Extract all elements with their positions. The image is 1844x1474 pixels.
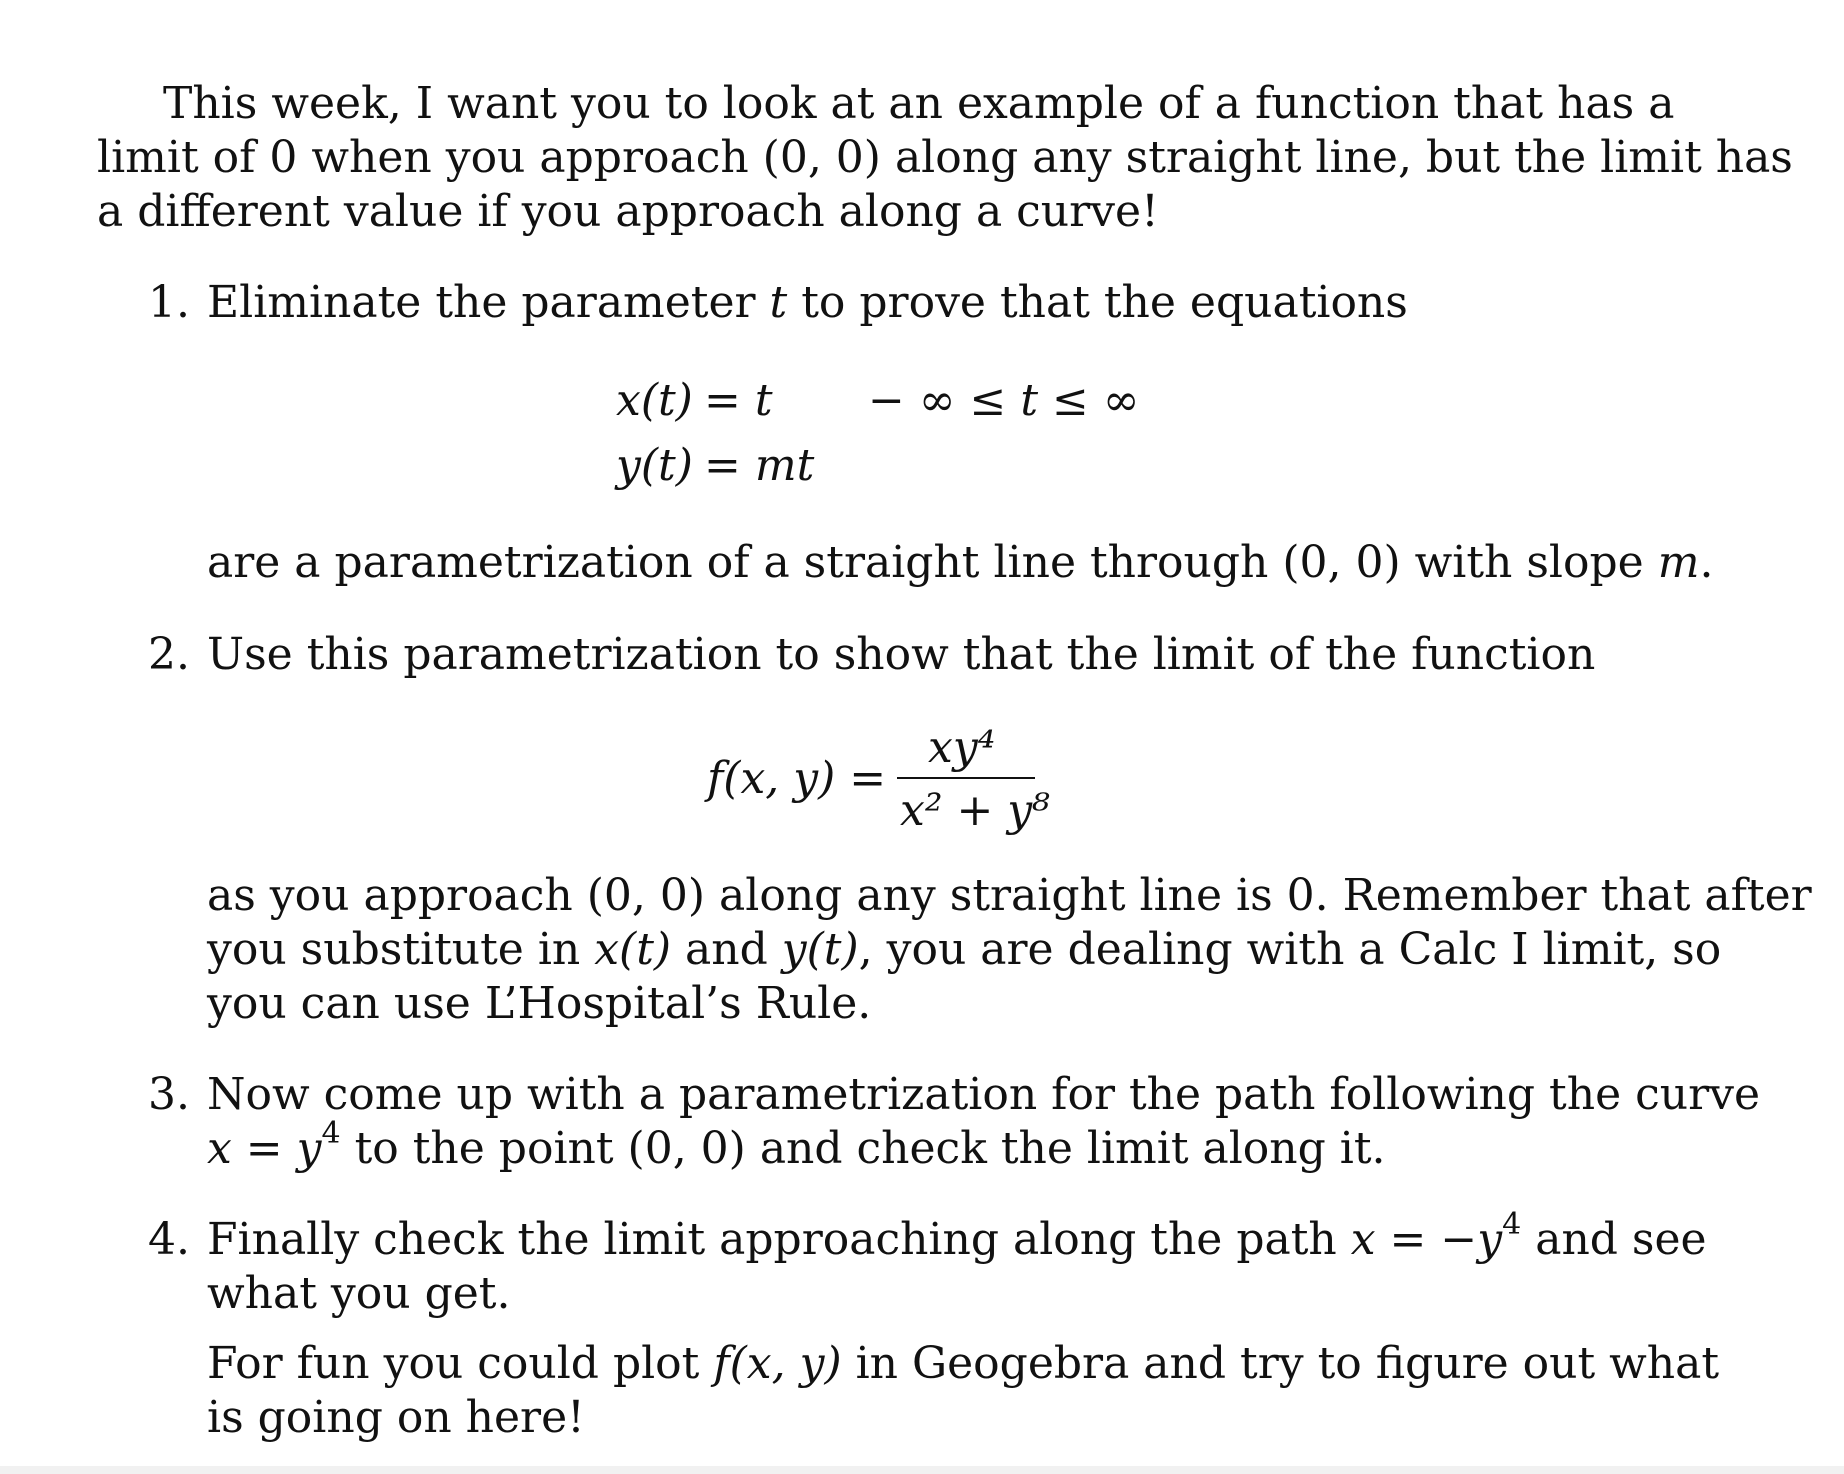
item-4-line-1: Finally check the limit approaching along the path $x = -y^4$ and see [207, 1207, 1707, 1265]
intro-line-3: a different value if you approach along a curve! [97, 186, 1159, 237]
fraction-denominator: x² + y⁸ [900, 785, 1050, 836]
item-4-line-2: what you get. [207, 1268, 511, 1319]
eq1-rhs: = t [704, 375, 773, 426]
item-2-lead: Use this parametrization to show that the limit of the function [207, 629, 1596, 680]
eq1-lhs: x(t) [616, 375, 693, 426]
note-line-2: is going on here! [207, 1392, 585, 1443]
bottom-strip [0, 1466, 1844, 1474]
item-2-number: 2. [148, 629, 190, 680]
eq1-range: − ∞ ≤ t ≤ ∞ [868, 375, 1140, 426]
intro-line-1: This week, I want you to look at an example of a function that has a [163, 78, 1675, 129]
item-2-follow-3: you can use L’Hospital’s Rule. [207, 978, 872, 1029]
item-2-follow-1: as you approach (0, 0) along any straight line is 0. Remember that after [207, 870, 1812, 921]
function-lhs: f(x, y) = [707, 753, 887, 804]
note-line-1: For fun you could plot f(x, y) in Geogebra and try to figure out what [207, 1338, 1720, 1389]
fraction-bar [897, 777, 1035, 779]
intro-line-2: limit of 0 when you approach (0, 0) along any straight line, but the limit has [97, 132, 1793, 183]
item-1-number: 1. [148, 277, 190, 328]
item-1-lead: Eliminate the parameter t to prove that the equations [207, 277, 1408, 328]
item-4-number: 4. [148, 1214, 190, 1265]
fraction-numerator: xy⁴ [928, 722, 996, 773]
item-3-line-1: Now come up with a parametrization for the path following the curve [207, 1069, 1760, 1120]
item-3-line-2: $x = y^4$ to the point (0, 0) and check the limit along it. [207, 1116, 1386, 1174]
item-2-follow-2: you substitute in x(t) and y(t), you are dealing with a Calc I limit, so [207, 924, 1722, 975]
eq2-rhs: = mt [704, 440, 815, 491]
item-3-number: 3. [148, 1069, 190, 1120]
eq2-lhs: y(t) [616, 440, 693, 491]
item-1-follow: are a parametrization of a straight line through (0, 0) with slope m. [207, 537, 1714, 588]
